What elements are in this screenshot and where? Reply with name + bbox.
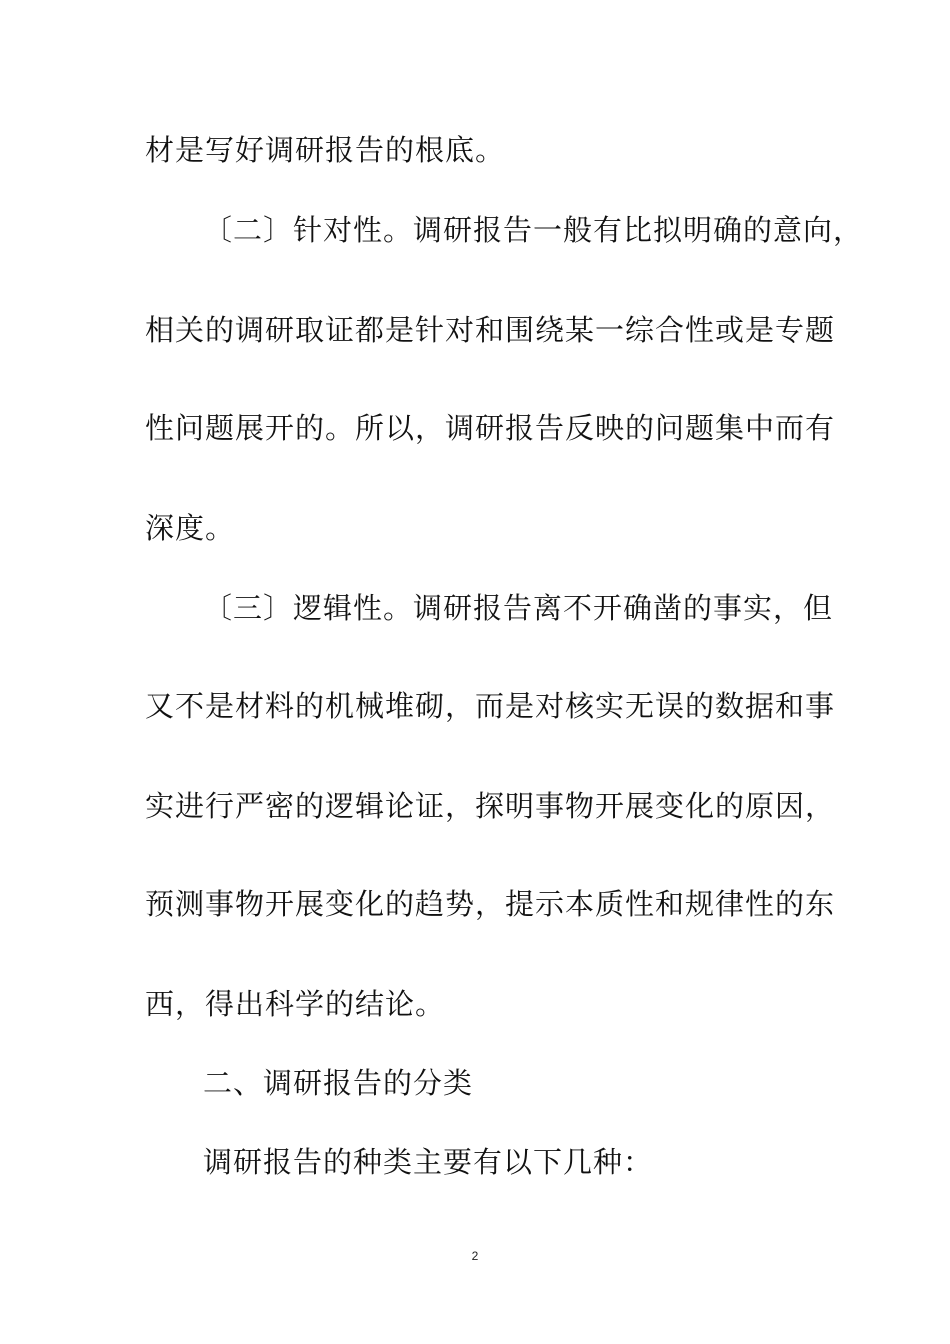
text-line: 材是写好调研报告的根底。	[145, 133, 506, 167]
text-line: 西，得出科学的结论。	[145, 987, 446, 1021]
text-line: 又不是材料的机械堆砌，而是对核实无误的数据和事	[145, 689, 836, 723]
text-line: 调研报告的种类主要有以下几种：	[203, 1145, 654, 1179]
text-line: 深度。	[145, 511, 236, 545]
text-line: 预测事物开展变化的趋势，提示本质性和规律性的东	[145, 887, 836, 921]
text-line: 〔二〕针对性。调研报告一般有比拟明确的意向，	[203, 213, 864, 247]
text-line: 相关的调研取证都是针对和围绕某一综合性或是专题	[145, 313, 836, 347]
section-heading: 二、调研报告的分类	[203, 1066, 474, 1100]
page-number: 2	[471, 1249, 479, 1263]
text-line: 实进行严密的逻辑论证，探明事物开展变化的原因，	[145, 789, 836, 823]
text-line: 性问题展开的。所以，调研报告反映的问题集中而有	[145, 411, 836, 445]
text-line: 〔三〕逻辑性。调研报告离不开确凿的事实，但	[203, 591, 834, 625]
